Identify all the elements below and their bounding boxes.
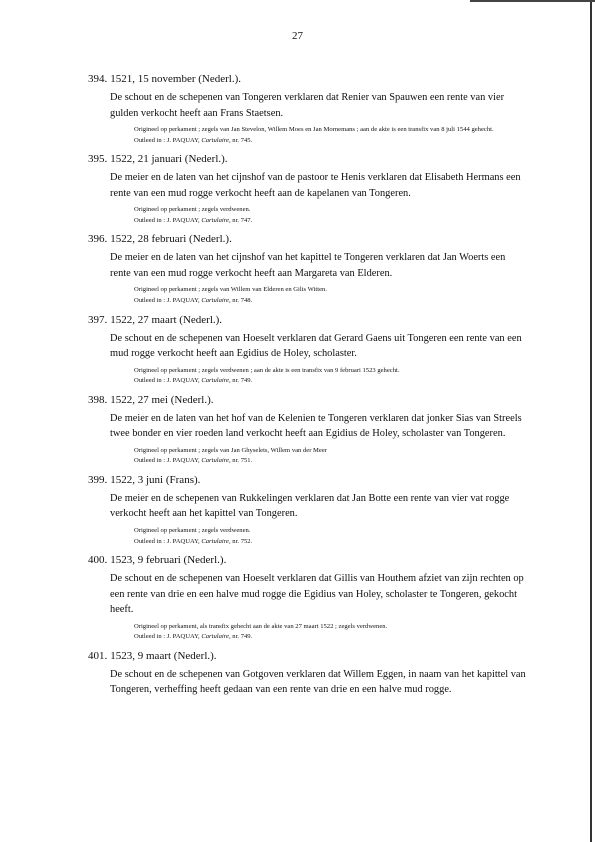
- edition-suffix: , nr. 751.: [228, 457, 253, 465]
- entry-heading: [88, 313, 528, 328]
- edition-prefix: Outleed in : J. PAQUAY,: [134, 457, 202, 465]
- edition-prefix: Outleed in : J. PAQUAY,: [134, 136, 202, 144]
- regest-entry: [88, 313, 528, 386]
- entry-original-note: Origineel op perkament ; zegels van Jan Stevelon, Willem Moes en Jan Mornemans ; aan de akte is een transfix van 8 juli 1544 gehecht.: [134, 126, 494, 133]
- entry-notes: [134, 366, 528, 386]
- edition-suffix: , nr. 745.: [228, 136, 253, 144]
- edition-suffix: , nr. 748.: [228, 296, 253, 304]
- edition-suffix: , nr. 747.: [228, 216, 253, 224]
- entry-summary: De meier en de laten van het cijnshof van de pastoor te Henis verklaren dat Elisabeth Hermans een rente van een mud rogge verkocht heeft aan de kapelanen van Tongeren.: [110, 172, 521, 199]
- regest-entry: [88, 72, 528, 145]
- edition-suffix: , nr. 749.: [228, 377, 253, 385]
- edition-work-title: Cartulaire: [201, 296, 229, 304]
- edition-prefix: Outleed in : J. PAQUAY,: [134, 216, 202, 224]
- edition-prefix: Outleed in : J. PAQUAY,: [134, 537, 202, 545]
- entry-heading: [88, 72, 528, 87]
- entry-edition-note: [134, 456, 528, 466]
- entry-heading: [88, 649, 528, 664]
- entry-date-language: 1522, 28 februari (Nederl.).: [110, 233, 232, 246]
- edition-suffix: , nr. 749.: [228, 633, 253, 641]
- edition-work-title: Cartulaire: [201, 633, 229, 641]
- entry-heading: [88, 232, 528, 247]
- entry-number: 397.: [88, 313, 108, 326]
- entry-date-language: 1522, 3 juni (Frans).: [110, 473, 201, 486]
- scan-edge-right: [590, 0, 592, 842]
- entry-heading: [88, 553, 528, 568]
- regest-entry: [88, 232, 528, 305]
- entry-original-note: Origineel op perkament ; zegels verdwenen.: [134, 526, 251, 534]
- regest-entry: [88, 473, 528, 546]
- entry-notes: [134, 526, 528, 546]
- entry-date-language: 1522, 27 mei (Nederl.).: [110, 393, 214, 406]
- edition-suffix: , nr. 752.: [228, 537, 253, 545]
- entry-edition-note: [134, 632, 528, 642]
- entry-notes: [134, 125, 528, 145]
- entry-number: 401.: [88, 649, 108, 662]
- entry-edition-note: [134, 537, 528, 547]
- entry-original-note: Origineel op perkament ; zegels verdwenen ; aan de akte is een transfix van 9 februari 1523 gehecht.: [134, 366, 400, 374]
- entry-original-note: Origineel op perkament ; zegels van Jan Ghyselets, Willem van der Meer: [134, 446, 327, 454]
- entry-summary: De meier en de schepenen van Rukkelingen verklaren dat Jan Botte een rente van vier vat rogge verkocht heeft aan het kapittel van Tongeren.: [110, 492, 510, 520]
- entry-edition-note: [134, 296, 528, 306]
- entry-number: 399.: [88, 473, 108, 486]
- edition-work-title: Cartulaire: [201, 136, 229, 144]
- entry-notes: [134, 622, 528, 642]
- regest-entry: [88, 152, 528, 225]
- entry-original-note: Origineel op perkament ; zegels verdwenen.: [134, 206, 251, 214]
- edition-prefix: Outleed in : J. PAQUAY,: [134, 633, 202, 641]
- scan-edge-top: [470, 0, 595, 2]
- entry-heading: [88, 473, 528, 488]
- entry-summary: De schout en de schepenen van Hoeselt verklaren dat Gerard Gaens uit Tongeren een rente van een mud rogge verkocht heeft aan Egidius de Holey, scholaster.: [110, 332, 522, 360]
- entry-original-note: Origineel op perkament, als transfix gehecht aan de akte van 27 maart 1522 ; zegels verdwenen.: [134, 622, 388, 630]
- edition-prefix: Outleed in : J. PAQUAY,: [134, 377, 202, 385]
- regest-entry: [88, 649, 528, 698]
- entry-date-language: 1523, 9 februari (Nederl.).: [110, 554, 227, 567]
- entry-summary: De schout en de schepenen van Hoeselt verklaren dat Gillis van Houthem afziet van zijn rechten op een rente van drie en een halve mud rogge die Egidius van Holey, scholaster te Tongeren, gekocht heeft.: [110, 573, 524, 616]
- entry-edition-note: [134, 376, 528, 386]
- entry-summary: De meier en de laten van het hof van de Kelenien te Tongeren verklaren dat jonker Sias van Streels twee bonder en vier roeden land verkocht heeft aan Egidius de Holey, scholaster van Tongeren.: [110, 412, 522, 440]
- edition-work-title: Cartulaire: [201, 216, 229, 224]
- entry-date-language: 1521, 15 november (Nederl.).: [110, 73, 241, 85]
- entry-summary: De schout en de schepenen van Tongeren verklaren dat Renier van Spauwen een rente van vier gulden verkocht heeft aan Frans Staetsen.: [110, 92, 505, 119]
- entry-heading: [88, 393, 528, 408]
- entry-date-language: 1522, 21 januari (Nederl.).: [110, 153, 228, 166]
- entry-summary: De schout en de schepenen van Gotgoven verklaren dat Willem Eggen, in naam van het kapittel van Tongeren, verheffing heeft gedaan van een rente van drie en een halve mud rogge.: [110, 668, 526, 696]
- entry-number: 395.: [88, 153, 108, 166]
- entry-notes: [134, 446, 528, 466]
- regesten-list: [88, 72, 528, 705]
- regest-entry: [88, 393, 528, 466]
- entry-original-note: Origineel op perkament ; zegels van Willem van Elderen en Gilis Witten.: [134, 286, 327, 294]
- entry-date-language: 1523, 9 maart (Nederl.).: [110, 649, 217, 662]
- entry-summary: De meier en de laten van het cijnshof van het kapittel te Tongeren verklaren dat Jan Woerts een rente van een mud rogge verkocht heeft aan Margareta van Elderen.: [110, 252, 506, 279]
- regest-entry: [88, 553, 528, 642]
- entry-number: 394.: [88, 73, 108, 85]
- edition-work-title: Cartulaire: [201, 457, 229, 465]
- edition-prefix: Outleed in : J. PAQUAY,: [134, 296, 202, 304]
- page-number: 27: [292, 30, 303, 42]
- entry-heading: [88, 152, 528, 167]
- edition-work-title: Cartulaire: [201, 537, 229, 545]
- entry-number: 398.: [88, 393, 108, 406]
- entry-notes: [134, 205, 528, 225]
- entry-number: 396.: [88, 233, 108, 246]
- entry-date-language: 1522, 27 maart (Nederl.).: [110, 313, 223, 326]
- entry-notes: [134, 285, 528, 305]
- edition-work-title: Cartulaire: [201, 377, 229, 385]
- entry-edition-note: [134, 216, 528, 226]
- entry-edition-note: [134, 136, 528, 146]
- entry-number: 400.: [88, 554, 108, 567]
